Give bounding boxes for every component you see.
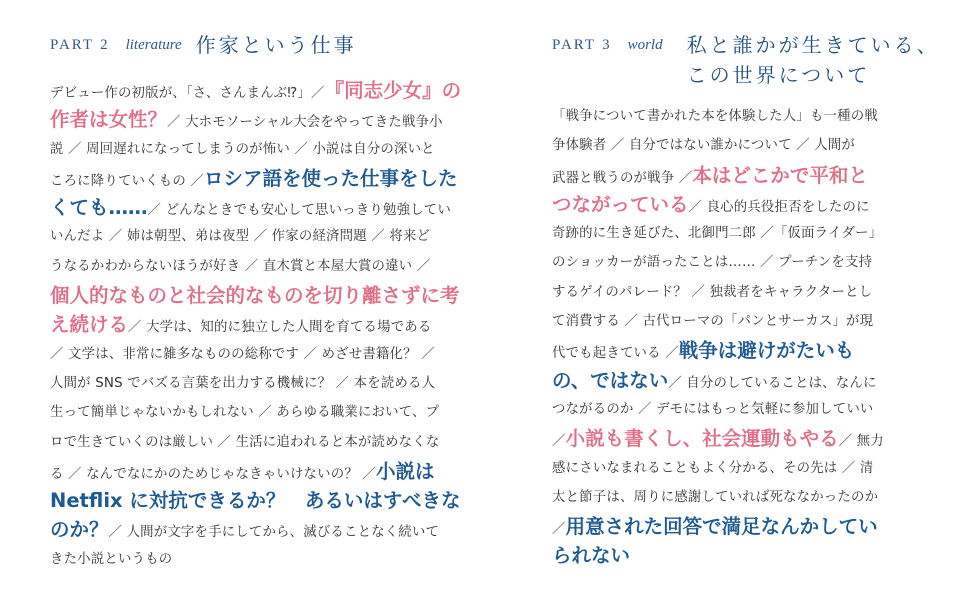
body-text: ／ [552, 434, 566, 450]
text-line [552, 454, 944, 483]
highlight-blue: られない [552, 544, 631, 568]
body-text: ／ 良心的兵役拒否をしたのに [688, 199, 870, 215]
part-number: 2 [100, 37, 110, 53]
body-text: うなるかわからないほうが好き ／ 直木賞と本屋大賞の違い ／ [50, 258, 431, 274]
english-word: literature [125, 37, 182, 53]
keyword-text-block [552, 102, 944, 571]
section-title: 作家という仕事 [195, 33, 357, 57]
body-text: 説 ／ 周回遅れになってしまうのが怖い ／ 小説は自分の深いと [50, 141, 435, 157]
section-header-part3 [552, 30, 940, 90]
body-text: ／ 大学は、知的に独立した人間を育てる場である [128, 320, 432, 336]
highlight-blue: の、ではない [552, 368, 669, 392]
text-line [552, 161, 944, 190]
text-line [50, 76, 510, 105]
keyword-text-block [50, 76, 510, 574]
text-line [552, 366, 944, 395]
body-text: 太と節子は、周りに感謝していれば死ななかったのか [552, 489, 879, 505]
text-line [50, 310, 510, 339]
body-text: するゲイのパレード？ ／ 独裁者をキャラクターとし [552, 284, 873, 300]
text-line [50, 428, 510, 457]
text-line [552, 424, 944, 453]
body-text: いんだよ ／ 姉は朝型、弟は夜型 ／ 作家の経済問題 ／ 将来ど [50, 229, 431, 245]
body-text: ／ 無力 [838, 434, 884, 450]
body-text: ／ 自分のしていることは、なんに [668, 375, 877, 391]
text-line [50, 515, 510, 544]
text-line [50, 105, 510, 134]
body-text: ／ [552, 522, 566, 538]
text-line [50, 222, 510, 251]
body-text: のショッカーが語ったことは…… ／ プーチンを支持 [552, 255, 873, 271]
text-line [552, 336, 944, 365]
body-text: 武器と戦うのが戦争 ／ [552, 170, 693, 186]
text-line [50, 164, 510, 193]
part-label: PART [552, 37, 597, 53]
highlight-blue: ロシア語を使った仕事をした [203, 166, 458, 190]
text-line [552, 395, 944, 424]
text-line [552, 512, 944, 541]
highlight-pink: 個人的なものと社会的なものを切り離さずに考 [50, 284, 460, 308]
body-text: つながるのか ／ デモにはもっと気軽に参加していい [552, 401, 874, 417]
body-text: ころに降りていくもの ／ [50, 173, 204, 189]
body-text: 人間が SNS でバズる言葉を出力する機械に？ ／ 本を読める人 [50, 375, 436, 391]
section-title-line2: この世界について [686, 63, 871, 87]
body-text: る ／ なんでなにかのためじゃなきゃいけないの？ ／ [50, 466, 376, 482]
highlight-pink: 作者は女性？ [50, 108, 168, 132]
text-line [50, 193, 510, 222]
text-line [50, 340, 510, 369]
body-text: 奇跡的に生き延びた、北御門二郎 ／「仮面ライダー」 [552, 226, 883, 242]
text-line [50, 545, 510, 574]
highlight-pink: え続ける [50, 313, 129, 337]
body-text: 「戦争について書かれた本を体験した人」も一種の戦 [552, 109, 878, 124]
section-title [687, 30, 940, 90]
highlight-blue: くても…… [50, 196, 148, 220]
text-line [552, 541, 944, 570]
text-line [50, 135, 510, 164]
highlight-blue: Netflix に対抗できるか？ あるいはすべきな [50, 489, 461, 513]
text-line [552, 219, 944, 248]
highlight-pink: 『同志少女』の [324, 79, 462, 102]
highlight-pink: 小説も書くし、社会運動もやる [565, 427, 839, 451]
highlight-pink: つながっている [552, 192, 689, 216]
body-text: 代でも起きている ／ [552, 346, 679, 362]
highlight-blue: 戦争は避けがたいも [678, 339, 855, 363]
text-line [50, 457, 510, 486]
body-text: 生って簡単じゃないかもしれない ／ あらゆる職業において、プ [50, 405, 440, 421]
highlight-blue: のか？ [50, 518, 109, 542]
body-text: ／ 人間が文字を手にしてから、滅びることなく続いて [108, 525, 440, 541]
text-line [50, 486, 510, 515]
section-header-part2 [50, 30, 357, 60]
text-line [552, 131, 944, 160]
text-line [552, 278, 944, 307]
body-text: ロで生きていくのは厳しい ／ 生活に追われると本が読めなくな [50, 434, 440, 450]
text-line [552, 483, 944, 512]
body-text: ／ 文学は、非常に雑多なものの総称です ／ めざせ書籍化？ ／ [50, 346, 435, 362]
highlight-blue: 小説は [375, 459, 435, 483]
english-word: world [627, 37, 663, 53]
text-line [50, 398, 510, 427]
part-label: PART [50, 37, 95, 53]
highlight-pink: 本はどこかで平和と [692, 163, 868, 187]
body-text: て消費する ／ 古代ローマの「パンとサーカス」が現 [552, 314, 874, 330]
text-line [552, 307, 944, 336]
body-text: 争体験者 ／ 自分ではない誰かについて ／ 人間が [552, 138, 855, 154]
part-number: 3 [602, 37, 612, 53]
text-line [50, 369, 510, 398]
text-line [552, 102, 944, 131]
text-line [50, 252, 510, 281]
text-line [552, 248, 944, 277]
text-line [552, 190, 944, 219]
section-title-line1: 私と誰かが生きている、 [686, 33, 940, 57]
body-text: ／ 大ホモソーシャル大会をやってきた戦争小 [167, 115, 443, 131]
text-line [50, 281, 510, 310]
body-text: デビュー作の初版が、「さ、さんまんぶ⁉」／ [50, 86, 325, 101]
body-text: ／ どんなときでも安心して思いっきり勉強してい [147, 203, 451, 219]
highlight-blue: 用意された回答で満足なんかしてい [565, 515, 878, 539]
body-text: きた小説というもの [50, 551, 173, 567]
body-text: 感にさいなまれることもよく分かる、その先は ／ 清 [552, 460, 874, 476]
